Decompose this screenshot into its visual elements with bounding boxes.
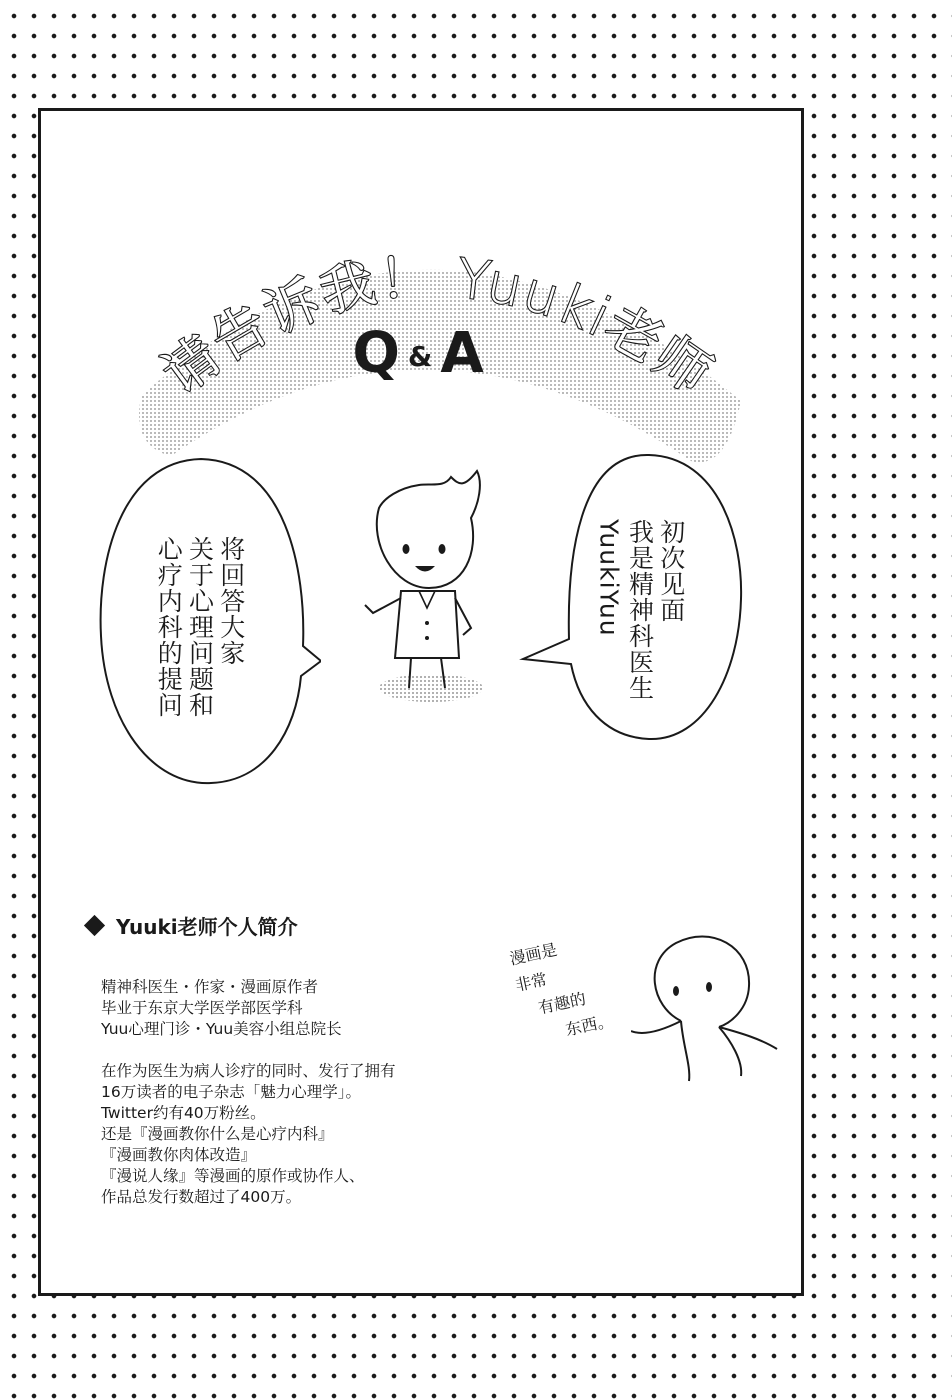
right-bubble-line: YuukiYuu: [594, 519, 624, 637]
profile-line: 『漫说人缘』等漫画的原作或协作人、: [101, 1167, 365, 1185]
note-line: 非常: [513, 969, 549, 995]
qa-heading: [41, 321, 801, 386]
profile-line: Yuu心理门诊・Yuu美容小组总院长: [101, 1020, 342, 1038]
qa-q: Q: [352, 321, 406, 386]
left-bubble-line: 心疗内科的提问: [154, 536, 184, 718]
profile-line: 毕业于东京大学医学部医学科: [101, 999, 303, 1017]
qa-a: A: [440, 321, 490, 386]
profile-heading-text: Yuuki老师个人简介: [116, 915, 298, 939]
profile-line: 精神科医生・作家・漫画原作者: [101, 978, 319, 996]
note-line: 东西。: [563, 1010, 615, 1040]
left-bubble-line: 关于心理问题和: [185, 536, 215, 718]
diamond-bullet-icon: [84, 915, 105, 936]
round-character: [631, 931, 781, 1091]
handwritten-note: [507, 928, 616, 1052]
right-bubble-text: [593, 519, 687, 749]
profile-line: 16万读者的电子杂志「魅力心理学」。: [101, 1083, 361, 1101]
qa-amp: &: [407, 340, 439, 374]
profile-line: 『漫画教你肉体改造』: [101, 1146, 257, 1164]
profile-line: 在作为医生为病人诊疗的同时、发行了拥有: [101, 1062, 396, 1080]
profile-text: [101, 977, 396, 1208]
profile-line: Twitter约有40万粉丝。: [101, 1104, 266, 1122]
page-panel: [38, 108, 804, 1296]
left-bubble-line: 将回答大家: [216, 536, 246, 666]
profile-spacer: [101, 1040, 396, 1061]
left-bubble-text: [153, 536, 247, 786]
profile-heading: [81, 911, 298, 940]
right-bubble-line: 我是精神科医生: [625, 519, 655, 701]
note-line: 漫画是: [507, 939, 559, 969]
profile-line: 还是『漫画教你什么是心疗内科』: [101, 1125, 334, 1143]
doctor-character: [359, 463, 489, 703]
title-text: 请告诉我！ Yuuki老师: [151, 244, 725, 408]
right-bubble-line: 初次见面: [656, 519, 686, 623]
profile-line: 作品总发行数超过了400万。: [101, 1188, 302, 1206]
note-line: 有趣的: [536, 989, 588, 1018]
